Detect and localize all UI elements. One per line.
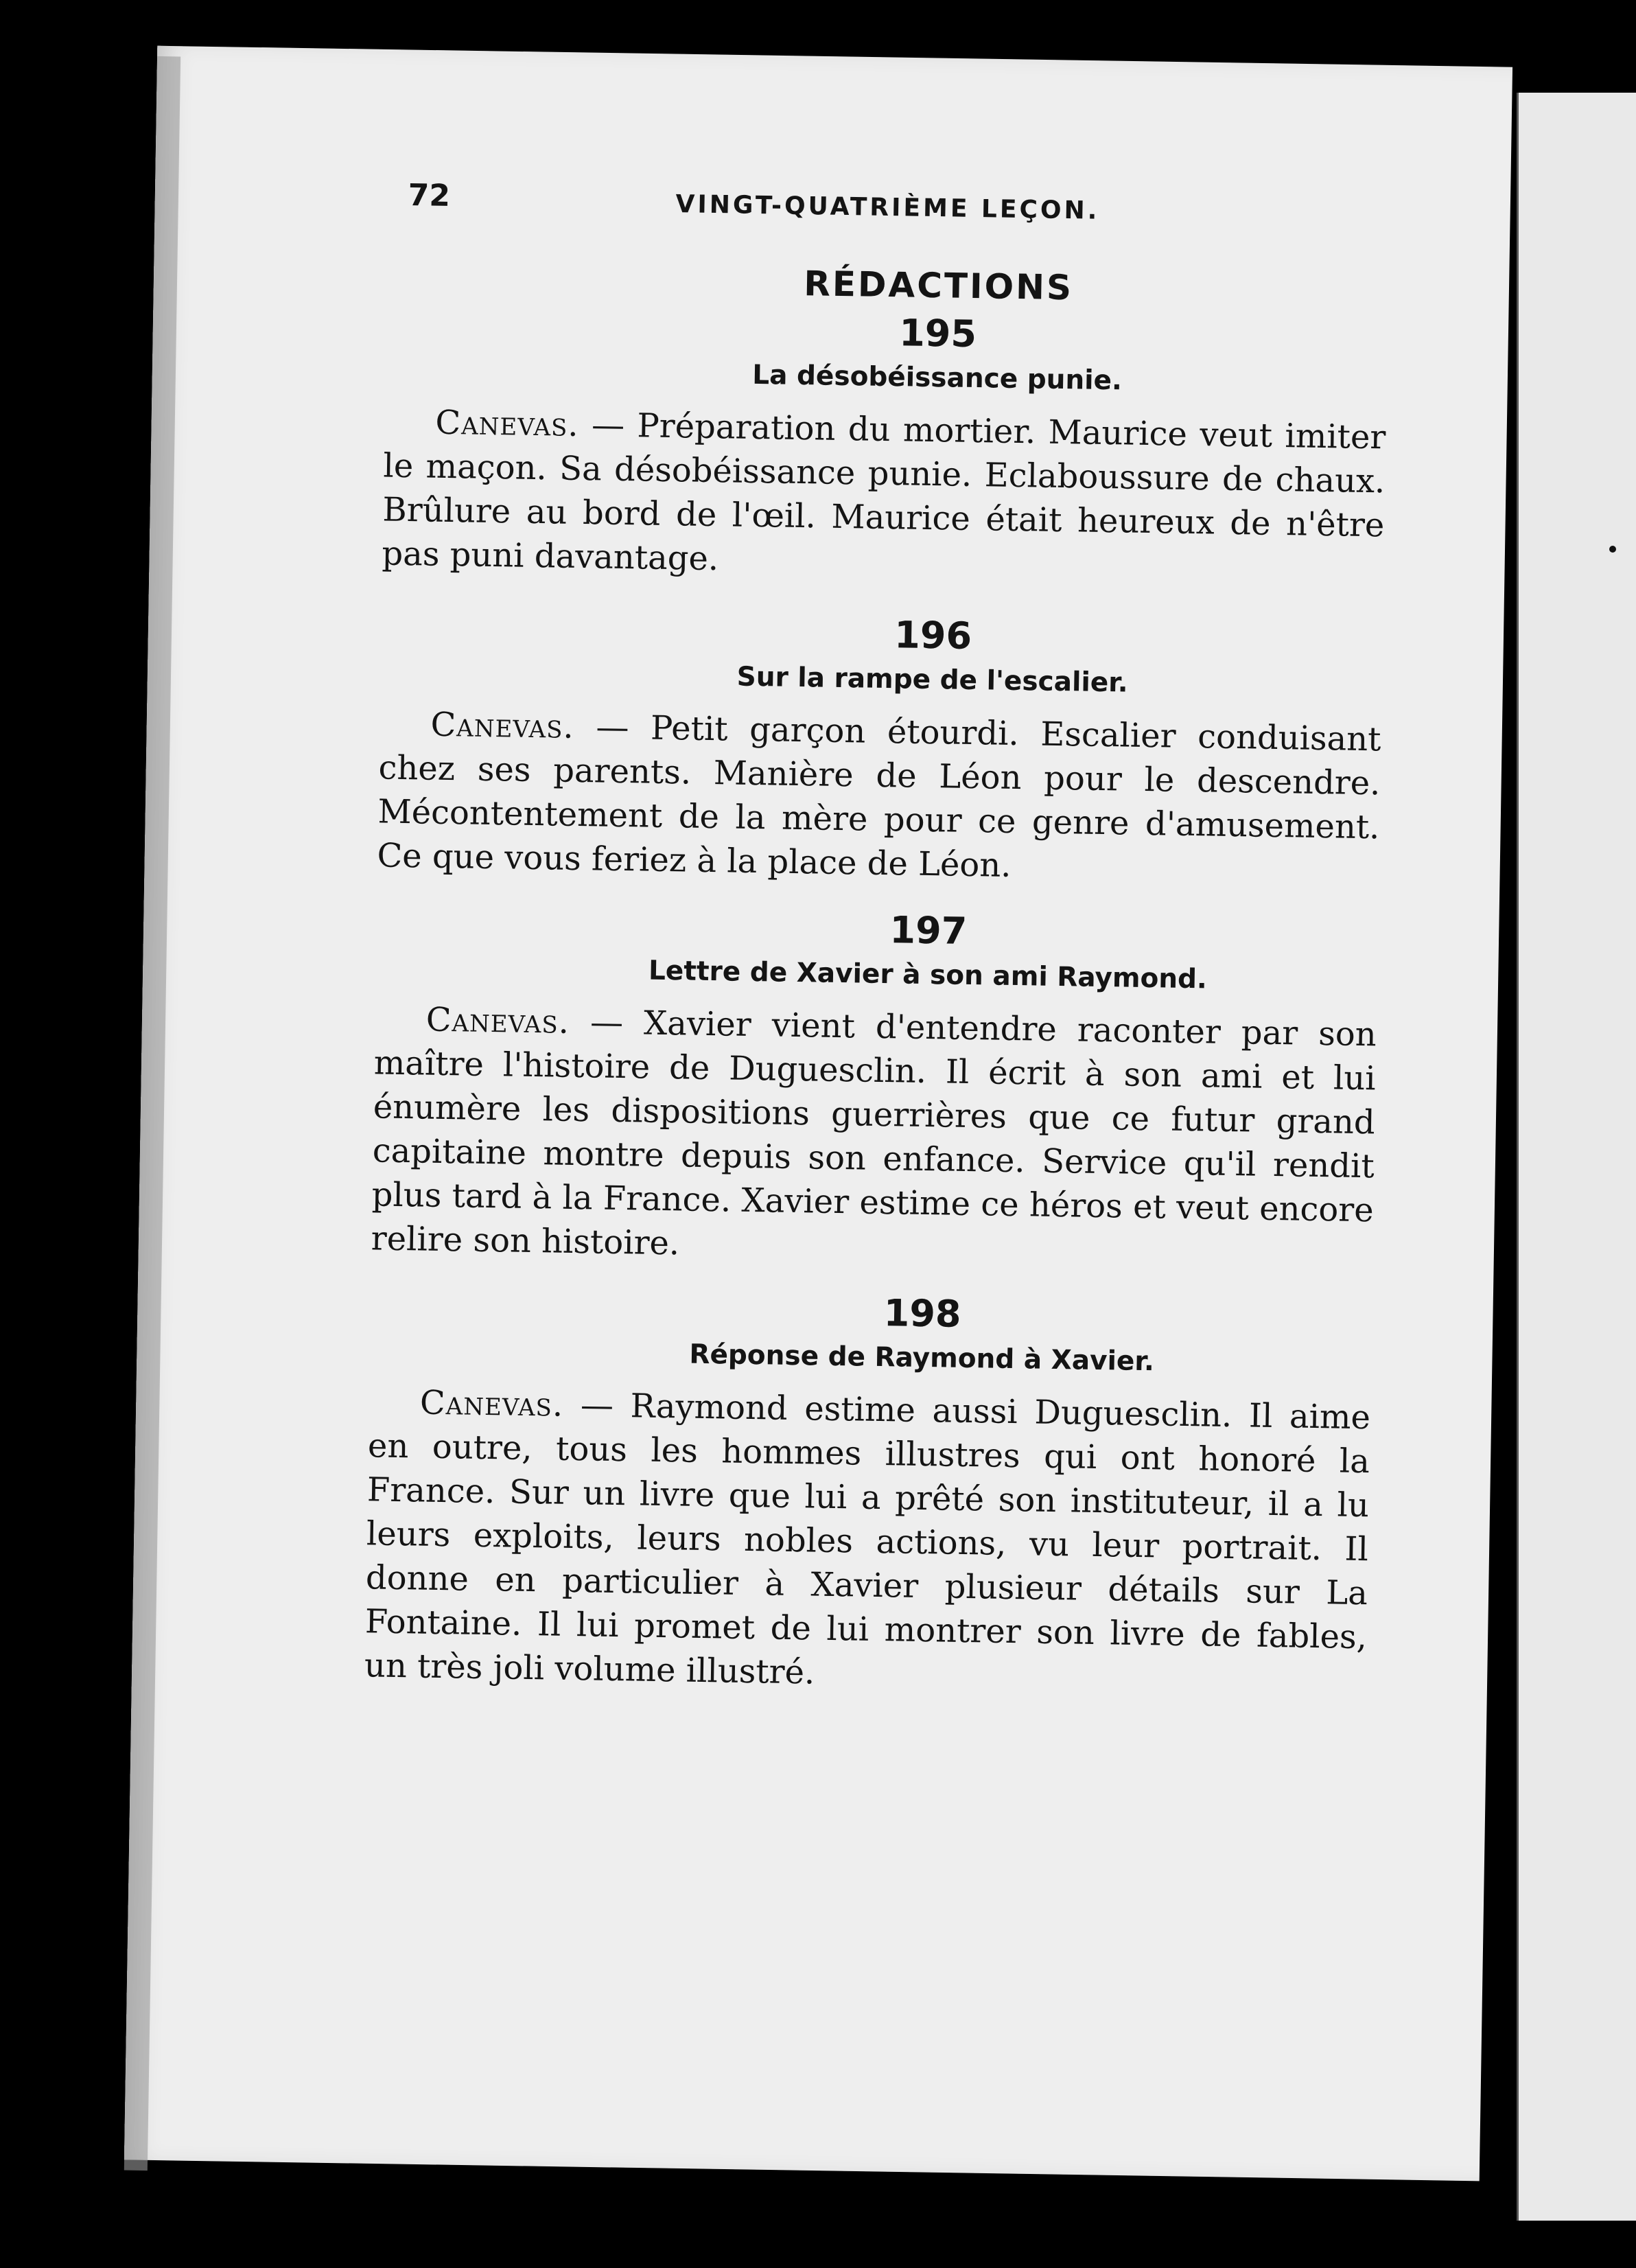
ink-speck (1609, 546, 1616, 553)
exercise-text (371, 997, 1377, 1276)
exercise-title: Sur la rampe de l'escalier. (736, 661, 1129, 699)
exercise-text (364, 1380, 1371, 1703)
exercise-number: 196 (893, 613, 972, 658)
section-title: RÉDACTIONS (803, 264, 1074, 308)
facing-page-edge (1517, 93, 1636, 2221)
canevas-label: Canevas. (430, 705, 575, 746)
exercise-198 (364, 1281, 1372, 1703)
canevas-label: Canevas. (425, 1000, 570, 1041)
exercise-number: 195 (898, 311, 977, 356)
exercise-196 (377, 603, 1383, 893)
exercise-title: La désobéissance punie. (751, 359, 1123, 397)
exercise-number: 198 (883, 1291, 962, 1336)
exercise-body: — Petit garçon étourdi. Escalier conduisant chez ses parents. Manière de Léon pour le descendre. Mécontentement de la mère pour ce genre d'amusement. Ce que vous feriez à la place de Léon. (377, 707, 1381, 885)
exercise-body: — Préparation du mortier. Maurice veut imiter le maçon. Sa désobéissance punie. Eclaboussure de chaux. Brûlure au bord de l'œil. Maurice était heureux de n'être pas puni davantage. (382, 405, 1386, 579)
running-title: VINGT-QUATRIÈME LEÇON. (675, 190, 1100, 225)
exercise-body: — Raymond estime aussi Duguesclin. Il aime en outre, tous les hommes illustres qui ont honoré la France. Sur un livre que lui a prêté son instituteur, il a lu leurs exploits, leurs nobles actions, vu leur portrait. Il donne en particulier à Xavier plusieur détails sur La Fontaine. Il lui promet de lui montrer son livre de fables, un très joli volume illustré. (364, 1385, 1371, 1692)
exercise-text (382, 400, 1386, 591)
exercise-title: Lettre de Xavier à son ami Raymond. (648, 955, 1208, 995)
exercise-195 (382, 301, 1388, 592)
exercise-text (377, 702, 1381, 893)
exercise-number: 197 (889, 908, 968, 953)
exercise-title: Réponse de Raymond à Xavier. (689, 1339, 1155, 1378)
page-content (364, 178, 1390, 1704)
exercise-197 (371, 898, 1378, 1276)
canevas-label: Canevas. (435, 403, 580, 444)
page-number: 72 (408, 178, 451, 213)
canevas-label: Canevas. (419, 1383, 564, 1424)
exercise-body: — Xavier vient d'entendre raconter par son maître l'histoire de Duguesclin. Il écrit à son ami et lui énumère les dispositions guerrières que ce futur grand capitaine montre depuis son enfance. Service qu'il rendit plus tard à la France. Xavier estime ce héros et veut encore relire son histoire. (371, 1002, 1377, 1263)
